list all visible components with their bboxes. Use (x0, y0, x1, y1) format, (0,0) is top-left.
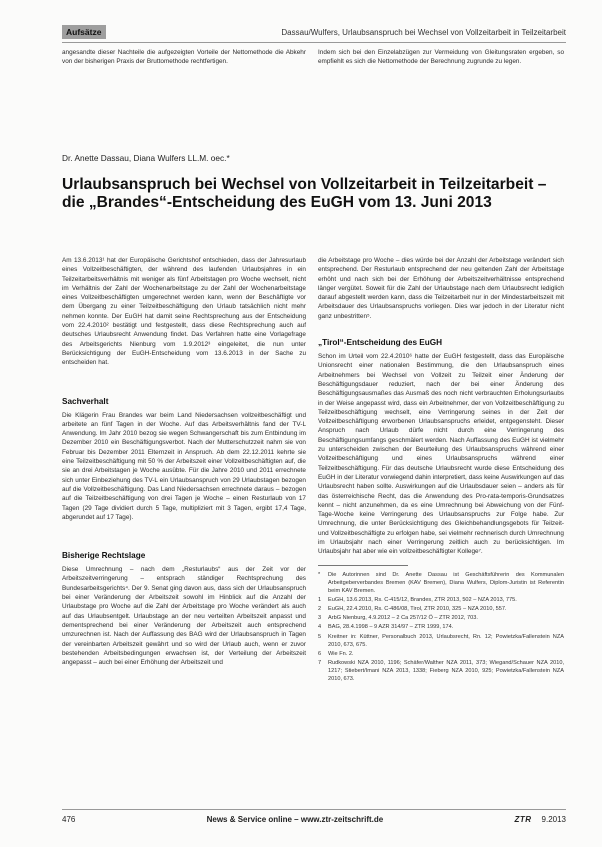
footnote: 2 EuGH, 22.4.2010, Rs. C-486/08, Tirol, ZTR 2010, 325 – NZA 2010, 557. (318, 605, 507, 612)
footnote: 4 BAG, 28.4.1998 – 9 AZR 314/97 – ZTR 1999, 174. (318, 624, 454, 631)
footer-right (514, 815, 566, 824)
footer-rule (62, 809, 566, 810)
footnote: 1 EuGH, 13.6.2013, Rs. C-415/12, Brandes, ZTR 2013, 502 – NZA 2013, 775. (318, 596, 517, 603)
article-title: Urlaubsanspruch bei Wechsel von Vollzeitarbeit in Teilzeitarbeit – die „Brandes“-Entscheidung des EuGH vom 13. Juni 2013 (62, 176, 547, 211)
footnote: 5 Kreitner in: Küttner, Personalbuch 2013, Urlaubsrecht, Rn. 12; Powietzka/Fallenstein NZA 2010, 673, 675. (318, 633, 564, 648)
footer-website[interactable]: News & Service online – www.ztr-zeitschrift.de (206, 814, 384, 824)
page-number: 476 (62, 814, 76, 824)
page-footer (62, 813, 566, 825)
heading-sachverhalt: Sachverhalt (62, 396, 109, 406)
top-right-text: Indem sich bei den Einzelabzügen zur Vermeidung von Gleitungsraten ergeben, so empfiehlt es sich die Nettomethode der Berechnung zugrunde zu legen. (318, 49, 564, 66)
bisherige-paragraph: Diese Umrechnung – nach dem „Resturlaubs“ aus der Zeit vor der Arbeitszeitverringerung – entsprach ständiger Rechtsprechung des Bundesarbeitsgerichts⁴. Der 9. Senat ging davon aus, dass sich der Urlaubsanspruch bei einer Veränderung der Arbeitszeit sowohl im Hinblick auf die Anzahl der Urlaubstage pro Woche auf die Zahl der Arbeitstage pro Woche verändert als auch auf das Urlaubsentgelt. Urlaubstage an der neu verteilten Arbeitszeit anpasst und dementsprechend bei einer Veränderung der Arbeitszeit auch entsprechend umzurechnen ist. Nach der Auffassung des BAG wird der Urlaubsanspruch in Tagen der vereinbarten Arbeitszeit gewährt und so wird der Urlaub auch, wenn er zuvor bestehenden Arbeitsbedingungen erwachsen ist, der Verteilung der Arbeitszeit angepasst – auch bei einer Erhöhung der Arbeitszeit und (62, 566, 306, 667)
footnote-rule (318, 565, 408, 566)
right-intro-paragraph: die Arbeitstage pro Woche – dies würde bei der Anzahl der Arbeitstage verändert sich entsprechend. Der Resturlaub entsprechend der neu geltenden Zahl der Arbeitstage erhöht und nach sich bei der Erhöhung der Arbeitszeitverhältnisse entsprechend länger vergütet. Soweit für die Zahl der Urlaubstage nach dem Urlaubsrecht lediglich darauf abgestellt werden kann, dass die Teilzeitarbeit nur in der Mindestarbeitszeit mit Arbeitsdauer des Urlaubsanspruchs vorliegen. Dies war jedoch in der Literatur nicht ganz unbestritten⁵. (318, 257, 564, 320)
top-left-paragraph (62, 48, 306, 67)
heading-tirol: „Tirol“-Entscheidung des EuGH (318, 338, 443, 348)
footnote: 7 Rudkowski NZA 2010, 1196; Schäfer/Walther NZA 2011, 373; Wiegand/Schauer NZA 2010, 1217; Stiebert/Imani NZA 2013, 1338; Fieberg NZA 2010, 925; Powietzka/Fallenstein NZA 2010, 673. (318, 659, 564, 682)
footnote: 3 ArbG Nienburg, 4.9.2012 – 2 Ca 257/12 Ö – ZTR 2012, 703. (318, 615, 478, 622)
article-authors: Dr. Anette Dassau, Diana Wulfers LL.M. oec.* (62, 153, 230, 163)
header-rule (62, 42, 566, 43)
left-column (62, 256, 306, 667)
footnote: * Die Autorinnen sind Dr. Anette Dassau ist Geschäftsführerin des Kommunalen Arbeitgeberverbandes Bremen (KAV Bremen), Diana Wulfers, Diplom-Juristin ist Referentin beim KAV Bremen. (318, 571, 564, 594)
running-title: Dassau/Wulfers, Urlaubsanspruch bei Wechsel von Vollzeitarbeit in Teilzeitarbeit (281, 27, 566, 37)
intro-paragraph: Am 13.6.2013¹ hat der Europäische Gerichtshof entschieden, dass der Jahresurlaub eines Vollzeitbeschäftigten, der während des laufenden Urlaubsjahres in ein Teilzeitarbeitsverhältnis mit weniger als fünf Arbeitstagen pro Woche wechselt, nicht im Verhältnis der Zahl der Wochenarbeitstage zu der Zahl der Wochenarbeitstage eines Vollzeitbeschäftigten umgerechnet werden kann, wenn der Beschäftigte vor dem Übergang zu einer Teilzeitbeschäftigung den Urlaub tatsächlich nicht mehr nehmen konnte. Der EuGH hat damit seine Rechtsprechung aus der Entscheidung vom 22.4.2010² bestätigt und festgestellt, dass diese Rechtsprechung auch auf deutsches Urlaubsrecht Anwendung findet. Das Verfahren hatte eine Vorlagefrage des Arbeitsgerichts Nienburg vom 1.9.2012³ eingeleitet, die nun unter Berücksichtigung der EuGH-Entscheidung vom 13.6.2013 in der Sache zu entscheiden hat. (62, 257, 306, 367)
issue-number: 9.2013 (541, 814, 566, 824)
section-tab: Aufsätze (62, 25, 106, 39)
journal-logo: ZTR (514, 814, 532, 824)
sachverhalt-paragraph: Die Klägerin Frau Brandes war beim Land Niedersachsen vollzeitbeschäftigt und arbeitete an fünf Tagen in der Woche. Auf das Arbeitsverhältnis fand der TV-L Anwendung. Im Jahr 2010 bezog sie wegen Schwangerschaft bis zum Entbindung im Dezember 2010 ein Beschäftigungsverbot. Nach der Mutterschutzzeit nahm sie von Februar bis Dezember 2011 Elternzeit in Anspruch. Ab dem 22.12.2011 kehrte sie eine Teilzeitbeschäftigung mit 50 % der Arbeitszeit einer Vollzeitbeschäftigten auf, die sie an drei Arbeitstagen je Woche ausübte. Für die Jahre 2010 und 2011 errechnete sich unter Einbeziehung des TV-L ein Urlaubsanspruch von 29 Urlaubstagen bezogen auf die Vollzeitbeschäftigung. Das Land Niedersachsen errechnete daraus – bezogen auf die Teilzeitbeschäftigung von drei Tagen je Woche – einen Resturlaub von 17 Tagen (29 Tage dividiert durch 5 Tage, multipliziert mit 3 Tagen, ergibt 17,4 Tage, abgerundet auf 17 Tage). (62, 411, 306, 521)
running-header (62, 24, 566, 40)
footnote: 6 Wie Fn. 2. (318, 650, 354, 657)
footnotes (318, 571, 564, 683)
top-right-paragraph (318, 48, 564, 67)
tirol-paragraph: Schon im Urteil vom 22.4.2010⁶ hatte der EuGH festgestellt, dass das Europäische Unionsrecht einer nationalen Bestimmung, die den Urlaubsanspruch eines Arbeitnehmers bei Wechsel von Vollzeit zu Teilzeit einer Änderung der Beschäftigungsdauer reduziert, nach der bei einer Änderung des Beschäftigungsausmaßes das Ausmaß des noch nicht verbrauchten Erholungsurlaubs in der Weise angepasst wird, dass ein Arbeitnehmer, der von Vollzeitbeschäftigung zu Teilzeitbeschäftigung wechselt, eine Verringerung seines in der Zeit der Vollzeitbeschäftigung erworbenen Urlaubsanspruchs erleidet, entgegensteht. Dieser Anspruch nach Urlaub dürfe nicht durch eine Verringerung des Beschäftigungsumfangs geschmälert werden. Nach Auffassung des EuGH ist vielmehr zu unterscheiden zwischen der Beurteilung des Urlaubsanspruchs während einer Vollzeitbeschäftigung und eines Urlaubsanspruchs während einer Teilzeitbeschäftigung. Für das deutsche Urlaubsrecht wurde diese Entscheidung des EuGH in der Literatur vorwiegend dahin interpretiert, dass keine Auswirkungen auf das Urlaubsrecht haben sollte. Auswirkungen auf die Urlaubsdauer seien – anders als für das österreichische Recht, das die Anwendung des Pro-rata-temporis-Grundsatzes kennt – nicht anzunehmen, da es eine Umrechnung bei Abweichung von der Fünf-Tage-Woche keine Verringerung des Urlaubsanspruchs zur Folge habe. Zur Umrechnung, die unter Berücksichtigung des Gleichbehandlungsgebots für Teilzeit- und Vollzeitbeschäftigte zu erfolgen habe, sei vielmehr rechnerisch durch Umrechnung im Urlaubsjahr nach einer Verringerung zeitlich auch zu berücksichtigen. Im Urlaubsjahr hat aber wie ein vollzeitbeschäftigter Kollege⁷. (318, 353, 564, 556)
heading-bisherige-rechtslage: Bisherige Rechtslage (62, 551, 146, 561)
right-column (318, 256, 564, 684)
top-left-text: angesandte dieser Nachteile die aufgezeigten Vorteile der Nettomethode die Abkehr von der bisherigen Praxis der Bruttomethode rechtfertigen. (62, 49, 306, 66)
